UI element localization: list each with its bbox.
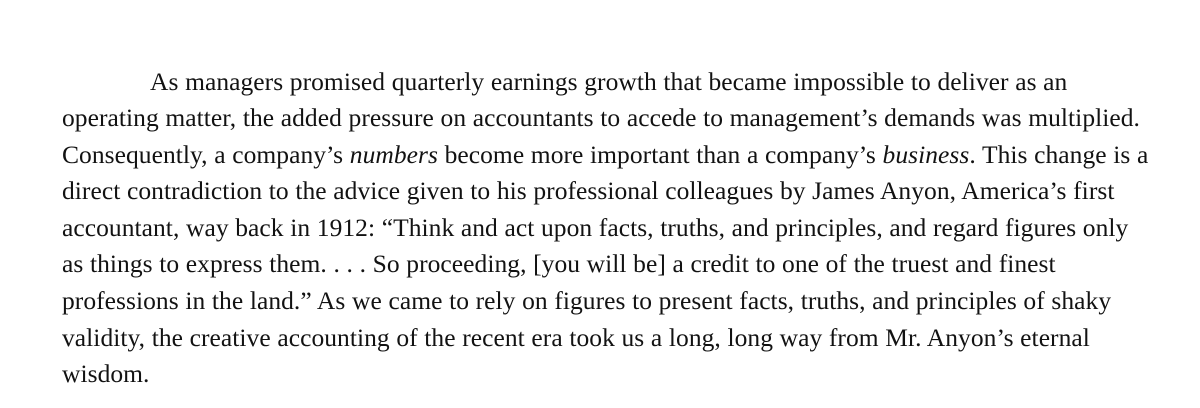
emphasis-text: business [882, 139, 970, 169]
emphasis-text: numbers [349, 139, 438, 169]
body-paragraph: As managers promised quarterly earnings growth that became impossible to deliver as an operating matter, the added pressure on accountants to accede to management’s demands was multiplied. Consequently, a company’s numbers become more important than a company’s business. This change is a direct contradiction to the advice given to his professional colleagues by James Anyon, America’s first accountant, way back in 1912: “Think and act upon facts, truths, and principles, and regard figures only as things to express them. . . . So proceeding, [you will be] a credit to one of the truest and finest professions in the land.” As we came to rely on figures to present facts, truths, and principles of shaky validity, the creative accounting of the recent era took us a long, long way from Mr. Anyon’s eternal wisdom. [62, 66, 1149, 389]
